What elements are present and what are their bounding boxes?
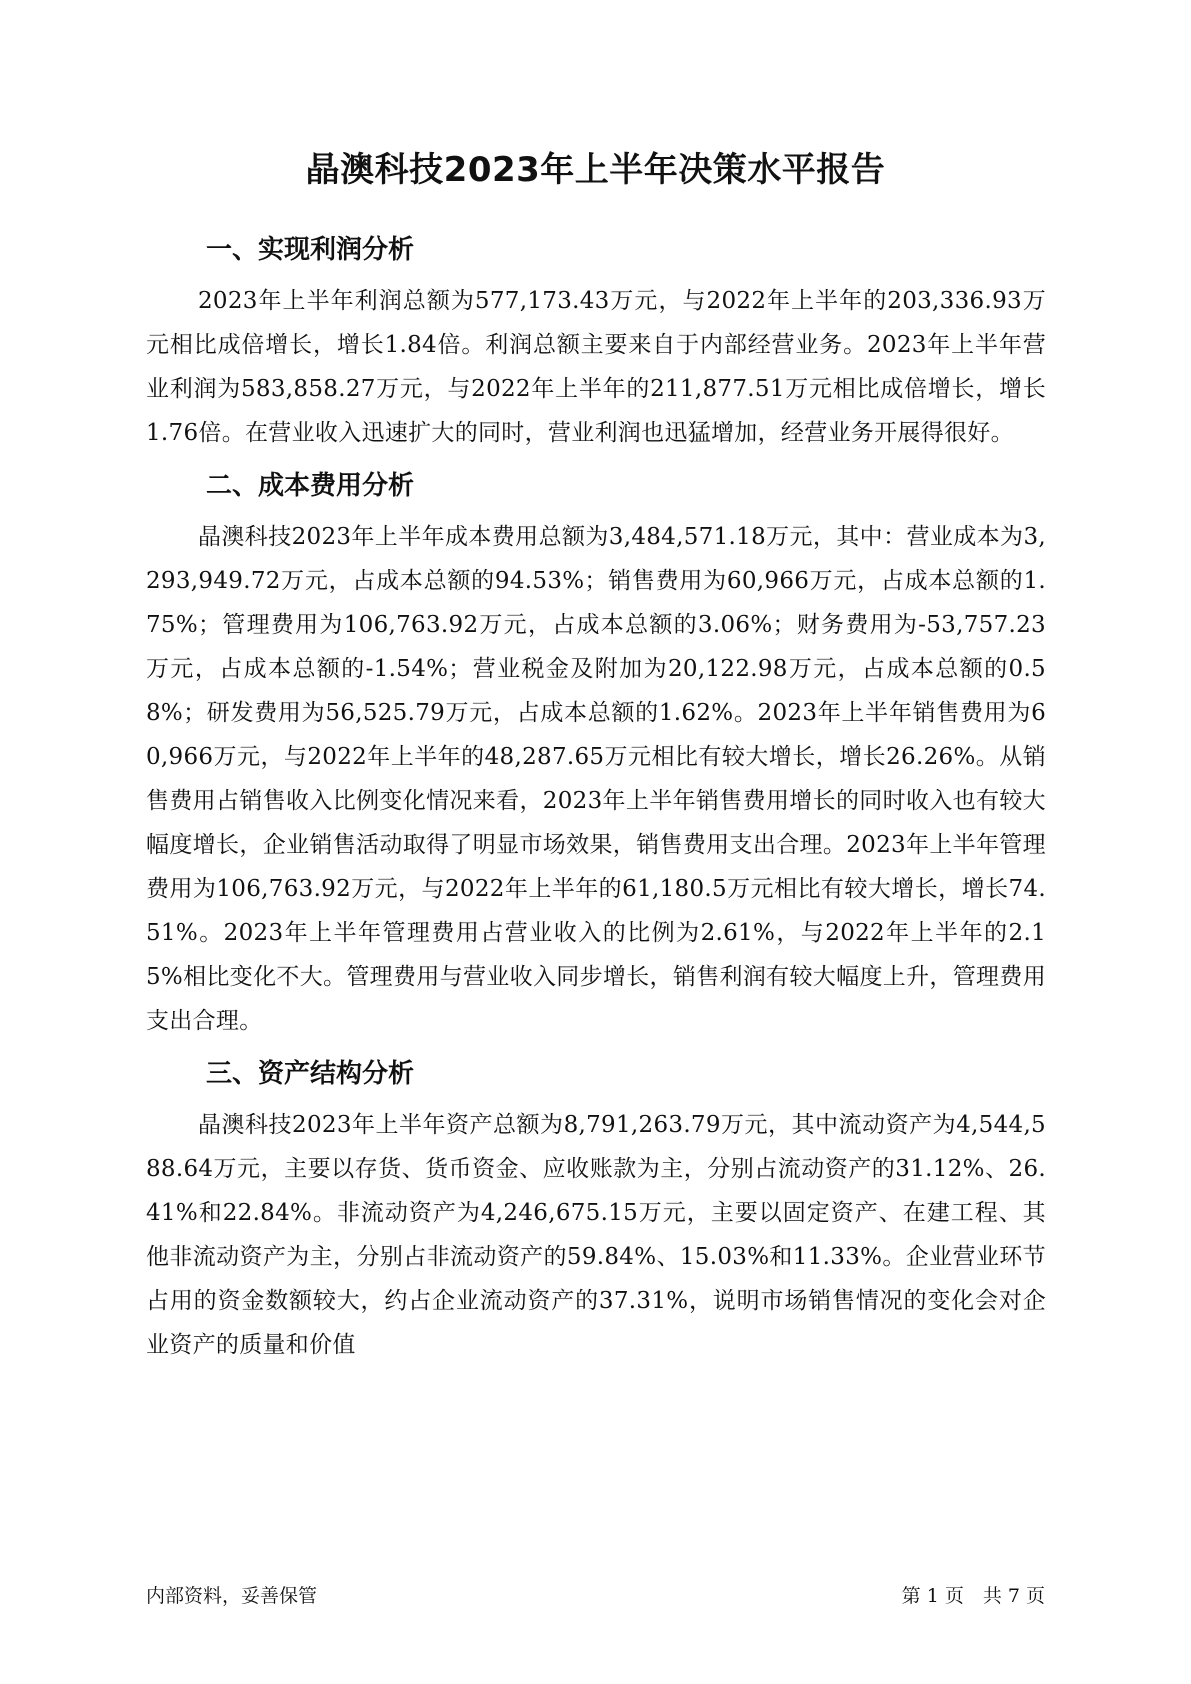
section-paragraph: 晶澳科技2023年上半年成本费用总额为3,484,571.18万元，其中：营业成本为3,293,949.72万元，占成本总额的94.53%；销售费用为60,966万元，占成本总额的1.75%；管理费用为106,763.92万元，占成本总额的3.06%；财务费用为-53,757.23万元，占成本总额的-1.54%；营业税金及附加为20,122.98万元，占成本总额的0.58%；研发费用为56,525.79万元，占成本总额的1.62%。2023年上半年销售费用为60,966万元，与2022年上半年的48,287.65万元相比有较大增长，增长26.26%。从销售费用占销售收入比例变化情况来看，2023年上半年销售费用增长的同时收入也有较大幅度增长，企业销售活动取得了明显市场效果，销售费用支出合理。2023年上半年管理费用为106,763.92万元，与2022年上半年的61,180.5万元相比有较大增长，增长74.51%。2023年上半年管理费用占营业收入的比例为2.61%，与2022年上半年的2.15%相比变化不大。管理费用与营业收入同步增长，销售利润有较大幅度上升，管理费用支出合理。	[146, 524, 1046, 1034]
document-body	[146, 225, 1046, 1373]
section-paragraph: 2023年上半年利润总额为577,173.43万元，与2022年上半年的203,336.93万元相比成倍增长，增长1.84倍。利润总额主要来自于内部经营业务。2023年上半年营业利润为583,858.27万元，与2022年上半年的211,877.51万元相比成倍增长，增长1.76倍。在营业收入迅速扩大的同时，营业利润也迅猛增加，经营业务开展得很好。	[146, 288, 1046, 446]
document-title: 晶澳科技2023年上半年决策水平报告	[305, 150, 886, 190]
section-heading: 二、成本费用分析	[206, 471, 415, 501]
section-asset-structure	[146, 1049, 1046, 1367]
section-cost-analysis	[146, 461, 1046, 1043]
footer-page-number: 第 1 页 共 7 页	[901, 1585, 1045, 1607]
section-heading: 三、资产结构分析	[206, 1059, 415, 1089]
section-profit-analysis	[146, 225, 1046, 455]
footer-confidential-note: 内部资料，妥善保管	[146, 1585, 318, 1607]
section-heading: 一、实现利润分析	[206, 235, 415, 265]
section-paragraph: 晶澳科技2023年上半年资产总额为8,791,263.79万元，其中流动资产为4,544,588.64万元，主要以存货、货币资金、应收账款为主，分别占流动资产的31.12%、26.41%和22.84%。非流动资产为4,246,675.15万元，主要以固定资产、在建工程、其他非流动资产为主，分别占非流动资产的59.84%、15.03%和11.33%。企业营业环节占用的资金数额较大，约占企业流动资产的37.31%，说明市场销售情况的变化会对企业资产的质量和价值	[146, 1112, 1046, 1358]
